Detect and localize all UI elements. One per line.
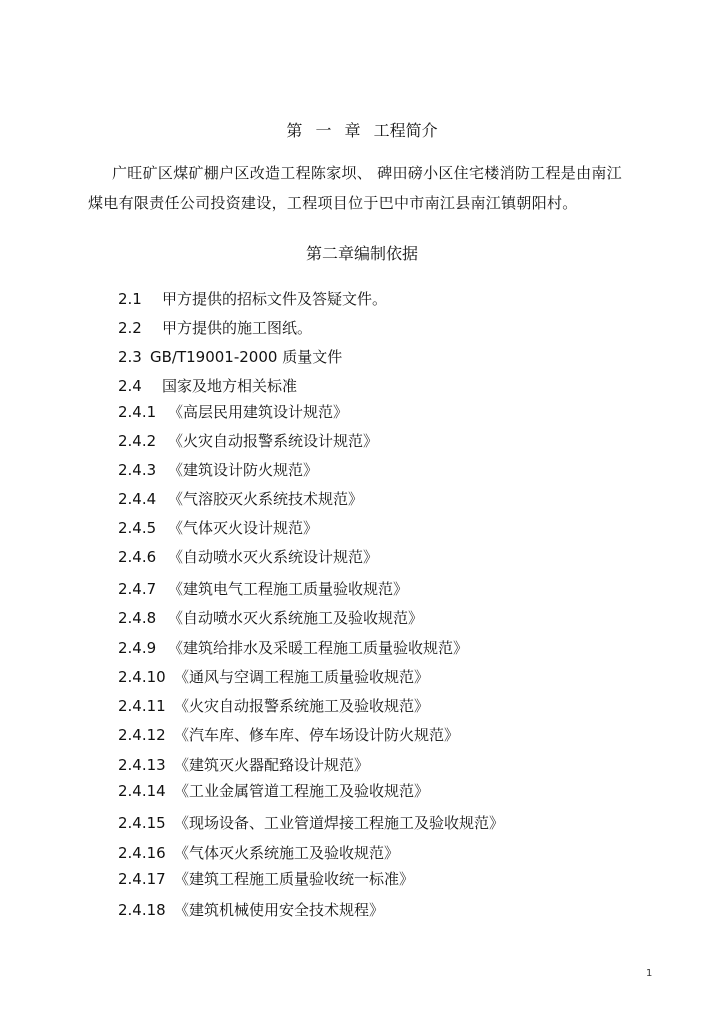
chapter-1-title: 第 一 章 工程简介 [286,121,438,140]
basis-item [118,899,384,920]
basis-item [118,517,318,538]
basis-item [118,666,429,687]
basis-item-text: 《火灾自动报警系统施工及验收规范》 [174,697,430,715]
basis-item-number: 2.4.7 [118,580,157,598]
basis-item-text: 《汽车库、修车库、停车场设计防火规范》 [174,726,460,744]
basis-item [118,288,387,309]
basis-item-text: 《建筑机械使用安全技术规程》 [174,901,385,919]
basis-item-text: 《现场设备、工业管道焊接工程施工及验收规范》 [174,814,505,832]
basis-item [118,812,504,833]
basis-item-text: 《自动喷水灭火系统施工及验收规范》 [168,609,424,627]
basis-item [118,868,414,889]
basis-item [118,637,468,658]
basis-item [118,578,408,599]
basis-item-number: 2.4.4 [118,490,157,508]
basis-item [118,375,297,396]
basis-item-number: 2.4.8 [118,609,157,627]
basis-item [118,346,342,367]
basis-item-text: 《气体灭火设计规范》 [168,519,319,537]
basis-item-number: 2.4.18 [118,901,166,919]
basis-item [118,401,348,422]
basis-item-number: 2.4.14 [118,782,166,800]
basis-item-text: 甲方提供的施工图纸。 [162,319,313,337]
basis-item [118,695,429,716]
basis-item-text: 《自动喷水灭火系统设计规范》 [168,548,379,566]
project-intro-paragraph: 广旺矿区煤矿棚户区改造工程陈家坝、 碑田磅小区住宅楼消防工程是由南江煤电有限责任公司投资建设，工程项目位于巴中市南江县南江镇朝阳村。 [88,164,622,212]
basis-item-text: 《火灾自动报警系统设计规范》 [168,432,379,450]
basis-item-text: 《建筑灭火器配臵设计规范》 [174,756,370,774]
basis-item-number: 2.4.10 [118,668,166,686]
basis-item-text: 《建筑电气工程施工质量验收规范》 [168,580,409,598]
basis-item [118,724,459,745]
basis-item-text: 《建筑设计防火规范》 [168,461,319,479]
basis-item-number: 2.4.2 [118,432,157,450]
basis-item-number: 2.1 [118,290,142,308]
basis-item-text: 《通风与空调工程施工质量验收规范》 [174,668,430,686]
basis-item [118,459,318,480]
basis-item [118,780,429,801]
basis-item-number: 2.3 [118,348,142,366]
basis-item-text: 《建筑给排水及采暖工程施工质量验收规范》 [168,639,469,657]
basis-item-text: 《高层民用建筑设计规范》 [168,403,349,421]
basis-item-number: 2.4.3 [118,461,157,479]
basis-item [118,488,363,509]
basis-item-number: 2.4.13 [118,756,166,774]
basis-item-number: 2.4.15 [118,814,166,832]
basis-item [118,430,378,451]
basis-item-text: GB/T19001-2000 质量文件 [150,348,343,366]
chapter-2-title: 第二章编制依据 [305,244,418,263]
basis-item-number: 2.4 [118,377,142,395]
basis-item-number: 2.4.9 [118,639,157,657]
basis-item-text: 《气体灭火系统施工及验收规范》 [174,844,400,862]
basis-item-number: 2.4.5 [118,519,157,537]
basis-item-number: 2.4.11 [118,697,166,715]
basis-item-text: 《气溶胶灭火系统技术规范》 [168,490,364,508]
basis-item-text: 甲方提供的招标文件及答疑文件。 [162,290,388,308]
basis-item [118,317,312,338]
basis-item [118,754,369,775]
basis-item-number: 2.4.16 [118,844,166,862]
basis-item-text: 国家及地方相关标准 [162,377,298,395]
basis-item-number: 2.4.1 [118,403,157,421]
basis-item-number: 2.4.6 [118,548,157,566]
page-number: 1 [646,968,653,979]
basis-item-number: 2.4.12 [118,726,166,744]
basis-item-text: 《工业金属管道工程施工及验收规范》 [174,782,430,800]
basis-item-text: 《建筑工程施工质量验收统一标准》 [174,870,415,888]
basis-item [118,607,423,628]
basis-item-number: 2.4.17 [118,870,166,888]
basis-item-number: 2.2 [118,319,142,337]
basis-item [118,842,399,863]
basis-item [118,546,378,567]
